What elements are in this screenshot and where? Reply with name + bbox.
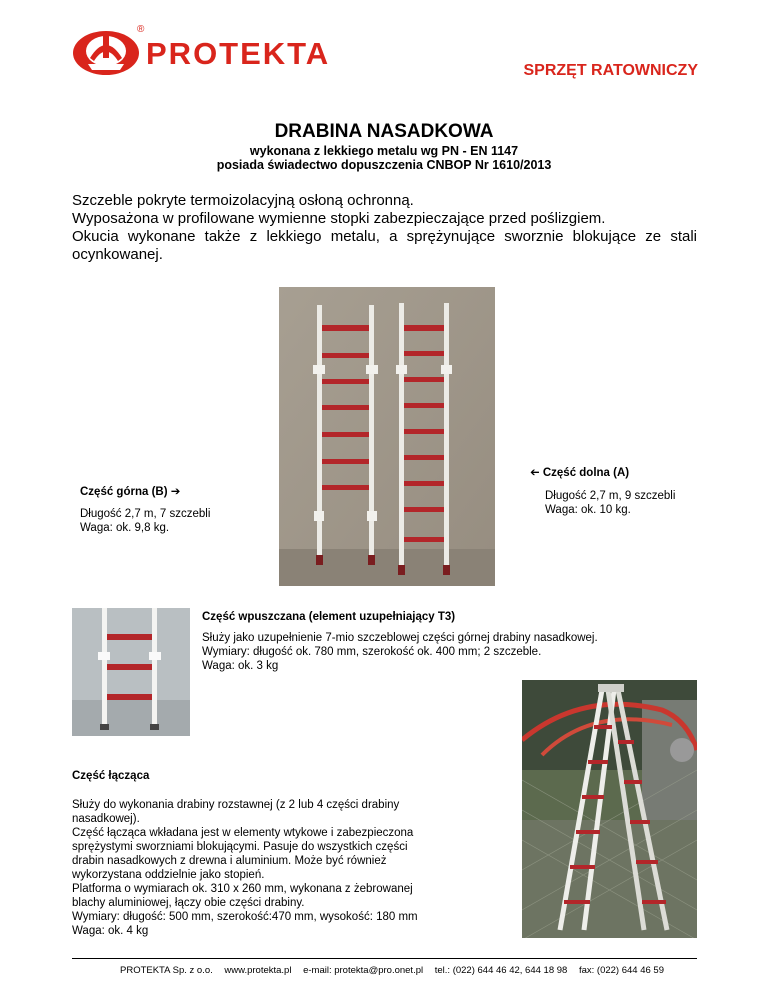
footer-divider	[72, 958, 697, 959]
registered-mark: ®	[137, 24, 145, 35]
page-title: DRABINA NASADKOWA	[274, 121, 494, 142]
lower-part-length: Długość 2,7 m, 9 szczebli	[545, 490, 676, 502]
step-ladder-photo	[522, 680, 697, 938]
lower-part-details	[545, 489, 675, 517]
intro-line: Okucia wykonane także z lekkiego metalu, a sprężynujące sworznie blokujące ze stali ocynkowanej.	[72, 228, 697, 263]
connector-details	[72, 798, 432, 938]
insert-part-details	[202, 631, 598, 673]
intro-line: Szczeble pokryte termoizolacyjną osłoną ochronną.	[72, 192, 414, 209]
upper-part-length: Długość 2,7 m, 7 szczebli	[80, 508, 211, 520]
helmet-logo-icon	[72, 28, 140, 76]
arrow-right-icon: ➔	[170, 486, 181, 498]
brand-name: PROTEKTA	[146, 36, 331, 71]
insert-part-photo	[72, 608, 190, 736]
subtitle-material: wykonana z lekkiego metalu wg PN - EN 1147	[249, 144, 519, 158]
insert-part-title: Część wpuszczana (element uzupełniający T3)	[202, 611, 456, 623]
footer-company: PROTEKTA Sp. z o.o.	[120, 965, 213, 976]
intro-paragraph	[72, 192, 697, 264]
ladder-sections-photo	[279, 287, 495, 586]
subtitle-certificate: posiada świadectwo dopuszczenia CNBOP Nr 1610/2013	[216, 158, 552, 172]
upper-part-weight: Waga: ok. 9,8 kg.	[80, 522, 170, 534]
protekta-logo	[72, 26, 332, 80]
insert-part-purpose: Służy jako uzupełnienie 7-mio szczeblowej części górnej drabiny nasadkowej.	[202, 632, 598, 644]
upper-part-details	[80, 507, 210, 535]
footer-email-link[interactable]: e-mail: protekta@pro.onet.pl	[303, 965, 424, 976]
upper-part-title	[80, 484, 180, 498]
arrow-left-icon: ➔	[530, 467, 540, 479]
lower-part-weight: Waga: ok. 10 kg.	[545, 504, 631, 516]
connector-weight: Waga: ok. 4 kg	[72, 925, 149, 937]
connector-description: Część łącząca wkładana jest w elementy wtykowe i zabezpieczona sprężystymi sworzniami blokującymi. Pasuje do wszystkich części drabin nasadkowych z drewna i aluminium. Może być również wykorzystana oddzielnie jako stopień.	[72, 827, 414, 881]
footer	[120, 965, 673, 976]
footer-fax: fax: (022) 644 46 59	[578, 965, 665, 976]
intro-line: Wyposażona w profilowane wymienne stopki zabezpieczające przed poślizgiem.	[72, 210, 606, 227]
category-label: SPRZĘT RATOWNICZY	[523, 62, 698, 79]
upper-part-title-text: Część górna (B)	[80, 486, 168, 498]
insert-part-weight: Waga: ok. 3 kg	[202, 660, 279, 672]
connector-purpose: Służy do wykonania drabiny rozstawnej (z 2 lub 4 części drabiny nasadkowej).	[72, 799, 400, 825]
insert-part-dimensions: Wymiary: długość ok. 780 mm, szerokość ok. 400 mm; 2 szczeble.	[202, 646, 542, 658]
footer-website-link[interactable]: www.protekta.pl	[224, 965, 292, 976]
footer-phone: tel.: (022) 644 46 42, 644 18 98	[434, 965, 568, 976]
lower-part-title	[530, 465, 629, 479]
connector-title: Część łącząca	[72, 770, 150, 782]
connector-dimensions: Wymiary: długość: 500 mm, szerokość:470 mm, wysokość: 180 mm	[72, 911, 418, 923]
connector-platform: Platforma o wymiarach ok. 310 x 260 mm, wykonana z żebrowanej blachy aluminiowej, łączy obie części drabiny.	[72, 883, 413, 909]
lower-part-title-text: Część dolna (A)	[542, 467, 630, 479]
